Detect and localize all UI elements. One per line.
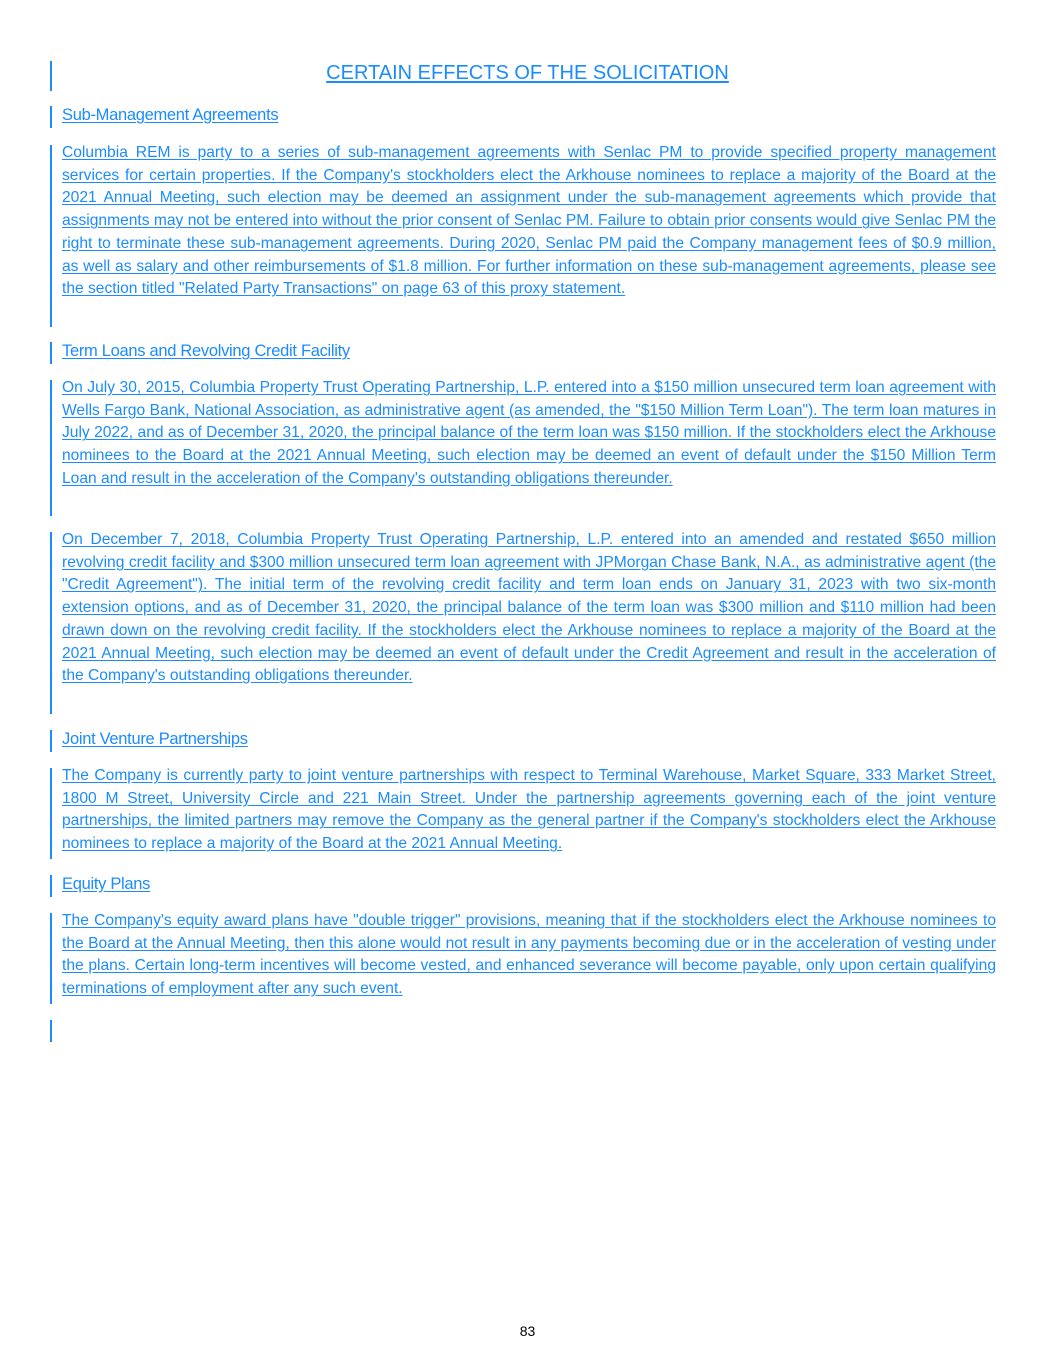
change-bar bbox=[50, 380, 52, 516]
change-bar bbox=[50, 145, 52, 327]
change-bar bbox=[50, 106, 52, 128]
paragraph: On December 7, 2018, Columbia Property Trust Operating Partnership, L.P. entered into an amended and restated $650 million revolving credit facility and $300 million unsecured term loan agreement with JPMorgan Chase Bank, N.A., as administrative agent (the "Credit Agreement"). The initial term of the revolving credit facility and term loan ends on January 31, 2023 with two six-month extension options, and as of December 31, 2020, the principal balance of the term loan was $300 million and $110 million had been drawn down on the revolving credit facility. If the stockholders elect the Arkhouse nominees to replace a majority of the Board at the 2021 Annual Meeting, such election may be deemed an event of default under the Credit Agreement and result in the acceleration of the Company's outstanding obligations thereunder. bbox=[62, 531, 996, 685]
section-heading-sub-management: Sub-Management Agreements bbox=[62, 106, 279, 124]
change-bar bbox=[50, 730, 52, 752]
change-bar bbox=[50, 768, 52, 859]
change-bar bbox=[50, 532, 52, 714]
page-number: 83 bbox=[519, 1323, 536, 1339]
change-bar bbox=[50, 875, 52, 897]
change-bar bbox=[50, 1020, 52, 1042]
paragraph: The Company's equity award plans have "double trigger" provisions, meaning that if the stockholders elect the Arkhouse nominees to the Board at the Annual Meeting, then this alone would not result in any payments becoming due or in the acceleration of vesting under the plans. Certain long-term incentives will become vested, and enhanced severance will become payable, only upon certain qualifying terminations of employment after any such event. bbox=[62, 912, 996, 998]
change-bar bbox=[50, 342, 52, 364]
section-heading-equity-plans: Equity Plans bbox=[62, 875, 151, 893]
paragraph: Columbia REM is party to a series of sub-management agreements with Senlac PM to provide specified property management services for certain properties. If the Company's stockholders elect the Arkhouse nominees to replace a majority of the Board at the 2021 Annual Meeting, such election may be deemed an assignment under the sub-management agreements which provide that assignments may not be entered into without the prior consent of Senlac PM. Failure to obtain prior consents would give Senlac PM the right to terminate these sub-management agreements. During 2020, Senlac PM paid the Company management fees of $0.9 million, as well as salary and other reimbursements of $1.8 million. For further information on these sub-management agreements, please see the section titled "Related Party Transactions" on page 63 of this proxy statement. bbox=[62, 144, 996, 298]
paragraph: The Company is currently party to joint venture partnerships with respect to Terminal Warehouse, Market Square, 333 Market Street, 1800 M Street, University Circle and 221 Main Street. Under the partnership agreements governing each of the joint venture partnerships, the limited partners may remove the Company as the general partner if the Company's stockholders elect the Arkhouse nominees to replace a majority of the Board at the 2021 Annual Meeting. bbox=[62, 767, 996, 853]
page-title: CERTAIN EFFECTS OF THE SOLICITATION bbox=[326, 62, 729, 84]
section-heading-joint-venture: Joint Venture Partnerships bbox=[62, 730, 248, 748]
section-heading-term-loans: Term Loans and Revolving Credit Facility bbox=[62, 342, 350, 360]
paragraph: On July 30, 2015, Columbia Property Trust Operating Partnership, L.P. entered into a $150 million unsecured term loan agreement with Wells Fargo Bank, National Association, as administrative agent (as amended, the "$150 Million Term Loan"). The term loan matures in July 2022, and as of December 31, 2020, the principal balance of the term loan was $150 million. If the stockholders elect the Arkhouse nominees to the Board at the 2021 Annual Meeting, such election may be deemed an event of default under the $150 Million Term Loan and result in the acceleration of the Company's outstanding obligations thereunder. bbox=[62, 379, 996, 487]
change-bar bbox=[50, 913, 52, 1004]
